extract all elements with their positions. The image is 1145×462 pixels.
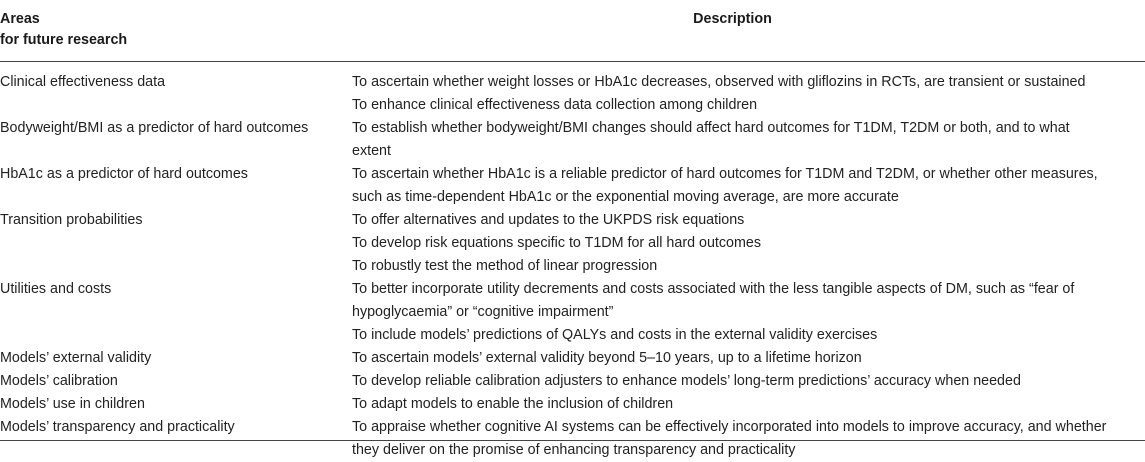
- description-cell: [352, 209, 1145, 278]
- area-cell: Transition probabilities: [0, 212, 143, 228]
- table-header: [0, 0, 1145, 62]
- description-line: To ascertain whether weight losses or HbA1c decreases, observed with gliflozins in RCTs, are transient or sustained: [352, 74, 1086, 90]
- table-row: [0, 209, 1145, 278]
- description-cell: [352, 71, 1145, 117]
- description-line: To develop risk equations specific to T1DM for all hard outcomes: [352, 235, 761, 251]
- table-bottom-rule: [0, 440, 1145, 441]
- area-cell: Bodyweight/BMI as a predictor of hard outcomes: [0, 120, 309, 136]
- description-line: To develop reliable calibration adjusters to enhance models’ long-term predictions’ accuracy when needed: [352, 373, 1021, 389]
- table-row: [0, 370, 1145, 393]
- area-cell: HbA1c as a predictor of hard outcomes: [0, 166, 248, 182]
- description-line: such as time-dependent HbA1c or the exponential moving average, are more accurate: [352, 189, 899, 205]
- table-row: [0, 393, 1145, 416]
- table-row: [0, 163, 1145, 209]
- area-cell: Utilities and costs: [0, 281, 112, 297]
- description-line: they deliver on the promise of enhancing transparency and practicality: [352, 442, 796, 458]
- table-row: [0, 278, 1145, 347]
- area-cell: Models’ external validity: [0, 350, 152, 366]
- description-line: To better incorporate utility decrements and costs associated with the less tangible aspects of DM, such as “fear of: [352, 281, 1075, 297]
- description-cell: [352, 117, 1145, 163]
- header-areas: [0, 9, 320, 51]
- description-line: To ascertain models’ external validity beyond 5–10 years, up to a lifetime horizon: [352, 350, 862, 366]
- description-line: To enhance clinical effectiveness data collection among children: [352, 97, 758, 113]
- area-cell: Models’ transparency and practicality: [0, 419, 235, 435]
- description-line: To ascertain whether HbA1c is a reliable predictor of hard outcomes for T1DM and T2DM, or whether other measures,: [352, 166, 1098, 182]
- description-cell: [352, 370, 1145, 393]
- table-row: [0, 416, 1145, 462]
- description-line: To appraise whether cognitive AI systems can be effectively incorporated into models to improve accuracy, and whether: [352, 419, 1107, 435]
- table-row: [0, 347, 1145, 370]
- description-cell: [352, 163, 1145, 209]
- description-line: To robustly test the method of linear progression: [352, 258, 658, 274]
- table-body: [0, 71, 1145, 462]
- description-cell: [352, 347, 1145, 370]
- area-cell: Clinical effectiveness data: [0, 74, 166, 90]
- description-line: To adapt models to enable the inclusion of children: [352, 396, 674, 412]
- table-row: [0, 71, 1145, 117]
- description-cell: [352, 393, 1145, 416]
- header-description: Description: [693, 11, 772, 27]
- header-areas-line2: for future research: [0, 32, 128, 48]
- description-cell: [352, 416, 1145, 462]
- description-line: To establish whether bodyweight/BMI changes should affect hard outcomes for T1DM, T2DM or both, and to what: [352, 120, 1070, 136]
- description-line: extent: [352, 143, 391, 159]
- area-cell: Models’ use in children: [0, 396, 145, 412]
- area-cell: Models’ calibration: [0, 373, 118, 389]
- table-row: [0, 117, 1145, 163]
- description-cell: [352, 278, 1145, 347]
- header-areas-line1: Areas: [0, 11, 40, 27]
- description-line: hypoglycaemia” or “cognitive impairment”: [352, 304, 614, 320]
- description-line: To include models’ predictions of QALYs and costs in the external validity exercises: [352, 327, 878, 343]
- description-line: To offer alternatives and updates to the UKPDS risk equations: [352, 212, 745, 228]
